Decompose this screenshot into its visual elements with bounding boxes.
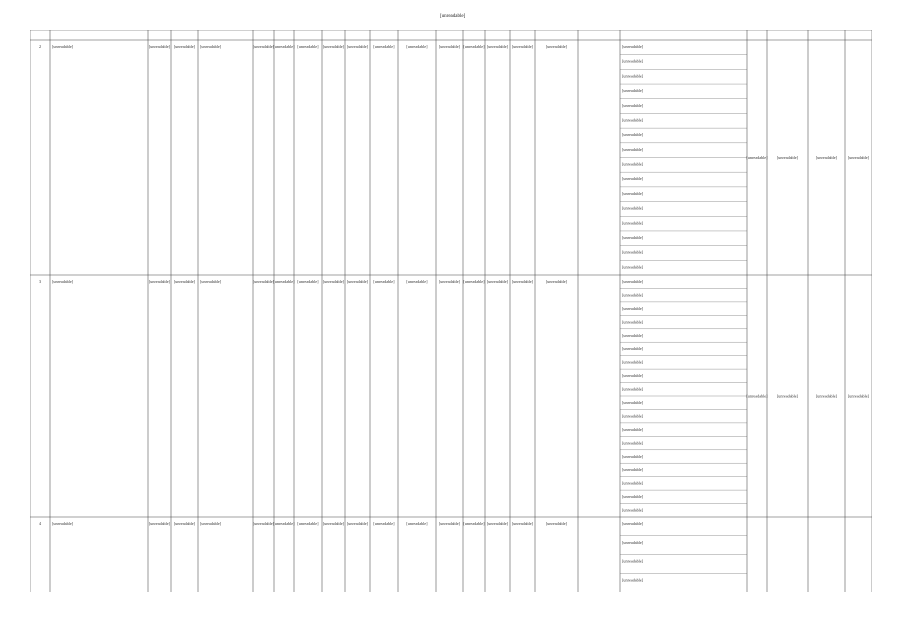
work-item: [unreadable] (622, 102, 644, 108)
cell-c3: [unreadable] (486, 44, 509, 49)
cell-total_area: [unreadable] (297, 279, 319, 284)
work-item: [unreadable] (622, 190, 644, 196)
work-item: [unreadable] (622, 220, 644, 226)
cell-entrances: [unreadable] (273, 44, 295, 49)
work-item: [unreadable] (622, 539, 644, 545)
cell-no: 2 (38, 44, 42, 49)
cell-c2: [unreadable] (463, 279, 485, 284)
cell-entrances: [unreadable] (273, 521, 295, 526)
work-item: [unreadable] (622, 132, 644, 138)
cell-max_cost: [unreadable] (815, 155, 838, 160)
cell-cost: [unreadable] (406, 521, 428, 526)
cell-area_a: [unreadable] (322, 521, 345, 526)
work-item: [unreadable] (622, 249, 644, 255)
work-item: [unreadable] (622, 161, 644, 167)
work-item: [unreadable] (622, 44, 644, 49)
cell-unit_cost: [unreadable] (776, 393, 799, 399)
work-item: [unreadable] (622, 332, 644, 338)
work-item: [unreadable] (622, 264, 644, 270)
cell-year_built: [unreadable] (148, 279, 171, 284)
cell-year_overhaul: [unreadable] (173, 44, 196, 49)
cell-area_b: [unreadable] (346, 521, 369, 526)
cell-max_cost: [unreadable] (815, 393, 838, 399)
work-item: [unreadable] (622, 73, 644, 79)
work-item: [unreadable] (622, 494, 644, 500)
cell-c5: [unreadable] (545, 521, 568, 526)
work-item: [unreadable] (622, 279, 644, 284)
cell-deadline: [unreadable] (847, 393, 870, 399)
work-item: [unreadable] (622, 234, 644, 240)
cell-floors: [unreadable] (252, 521, 275, 526)
work-item: [unreadable] (622, 440, 644, 446)
cell-address: [unreadable] (52, 279, 74, 284)
work-item: [unreadable] (622, 176, 644, 182)
cell-address: [unreadable] (52, 521, 74, 526)
work-item: [unreadable] (622, 117, 644, 123)
work-item: [unreadable] (622, 507, 644, 513)
cell-c4: [unreadable] (511, 44, 534, 49)
work-item: [unreadable] (622, 58, 644, 64)
cell-area_b: [unreadable] (346, 44, 369, 49)
cell-material: [unreadable] (200, 279, 222, 284)
cell-residents: [unreadable] (373, 521, 395, 526)
page-number: [unreadable] (440, 14, 466, 19)
work-item: [unreadable] (622, 346, 644, 352)
work-item: [unreadable] (622, 521, 644, 526)
work-item: [unreadable] (622, 319, 644, 325)
cell-c3: [unreadable] (486, 521, 509, 526)
cell-count: [unreadable] (746, 155, 768, 160)
cell-material: [unreadable] (200, 44, 222, 49)
work-item: [unreadable] (622, 359, 644, 365)
work-item: [unreadable] (622, 467, 644, 473)
cell-c2: [unreadable] (463, 44, 485, 49)
cell-c1: [unreadable] (438, 521, 461, 526)
work-item: [unreadable] (622, 577, 644, 583)
work-item: [unreadable] (622, 205, 644, 211)
cell-cost: [unreadable] (406, 44, 428, 49)
cell-deadline: [unreadable] (847, 155, 870, 160)
work-item: [unreadable] (622, 305, 644, 311)
cell-count: [unreadable] (746, 393, 768, 399)
cell-residents: [unreadable] (373, 279, 395, 284)
cell-no: 4 (38, 521, 42, 526)
cell-floors: [unreadable] (252, 44, 275, 49)
cell-c4: [unreadable] (511, 279, 534, 284)
cell-year_built: [unreadable] (148, 44, 171, 49)
cell-year_overhaul: [unreadable] (173, 521, 196, 526)
work-item: [unreadable] (622, 453, 644, 459)
cell-area_a: [unreadable] (322, 44, 345, 49)
cell-c1: [unreadable] (438, 279, 461, 284)
cell-residents: [unreadable] (373, 44, 395, 49)
cell-c1: [unreadable] (438, 44, 461, 49)
cell-unit_cost: [unreadable] (776, 155, 799, 160)
cell-material: [unreadable] (200, 521, 222, 526)
work-item: [unreadable] (622, 480, 644, 486)
cell-cost: [unreadable] (406, 279, 428, 284)
cell-total_area: [unreadable] (297, 521, 319, 526)
cell-year_overhaul: [unreadable] (173, 279, 196, 284)
work-item: [unreadable] (622, 558, 644, 564)
work-item: [unreadable] (622, 146, 644, 152)
cell-c3: [unreadable] (486, 279, 509, 284)
cell-c5: [unreadable] (545, 279, 568, 284)
cell-entrances: [unreadable] (273, 279, 295, 284)
work-item: [unreadable] (622, 426, 644, 432)
work-item: [unreadable] (622, 292, 644, 298)
housing-table (30, 30, 872, 592)
cell-no: 3 (38, 279, 42, 284)
cell-area_b: [unreadable] (346, 279, 369, 284)
work-item: [unreadable] (622, 88, 644, 94)
work-item: [unreadable] (622, 373, 644, 379)
cell-c5: [unreadable] (545, 44, 568, 49)
work-item: [unreadable] (622, 400, 644, 405)
cell-total_area: [unreadable] (297, 44, 319, 49)
cell-c2: [unreadable] (463, 521, 485, 526)
cell-area_a: [unreadable] (322, 279, 345, 284)
work-item: [unreadable] (622, 413, 644, 419)
cell-address: [unreadable] (52, 44, 74, 49)
work-item: [unreadable] (622, 386, 644, 392)
cell-floors: [unreadable] (252, 279, 275, 284)
cell-year_built: [unreadable] (148, 521, 171, 526)
cell-c4: [unreadable] (511, 521, 534, 526)
